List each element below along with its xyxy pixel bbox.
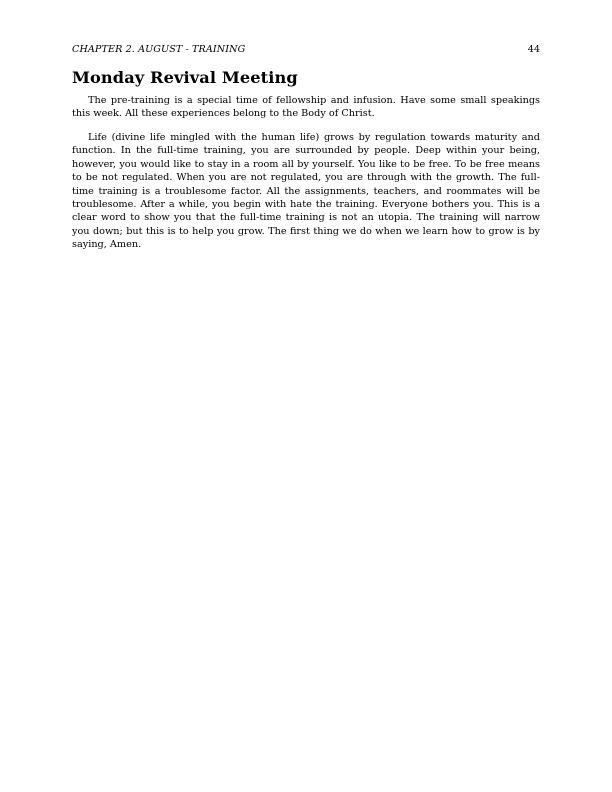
section-title: Monday Revival Meeting bbox=[72, 68, 298, 87]
paragraph-2: Life (divine life mingled with the human life) grows by regulation towards maturity and function. In the full-time training, you are surrounded by people. Deep within your being, however, you would like to stay in a room all by yourself. You like to be free. To be free means to be not regulated. When you are not regulated, you are through with the growth. The full-time training is a troublesome factor. All the assignments, teachers, and roommates will be troublesome. After a while, you begin with hate the training. Everyone bothers you. This is a clear word to show you that the full-time training is not an utopia. The training will narrow you down; but this is to help you grow. The first thing we do when we learn how to grow is by saying, Amen. bbox=[72, 132, 540, 251]
running-header bbox=[72, 44, 540, 58]
chapter-heading: CHAPTER 2. AUGUST - TRAINING bbox=[72, 44, 246, 55]
page-number: 44 bbox=[527, 44, 540, 55]
paragraph-1: The pre-training is a special time of fellowship and infusion. Have some small speakings this week. All these experiences belong to the Body of Christ. bbox=[72, 95, 540, 120]
